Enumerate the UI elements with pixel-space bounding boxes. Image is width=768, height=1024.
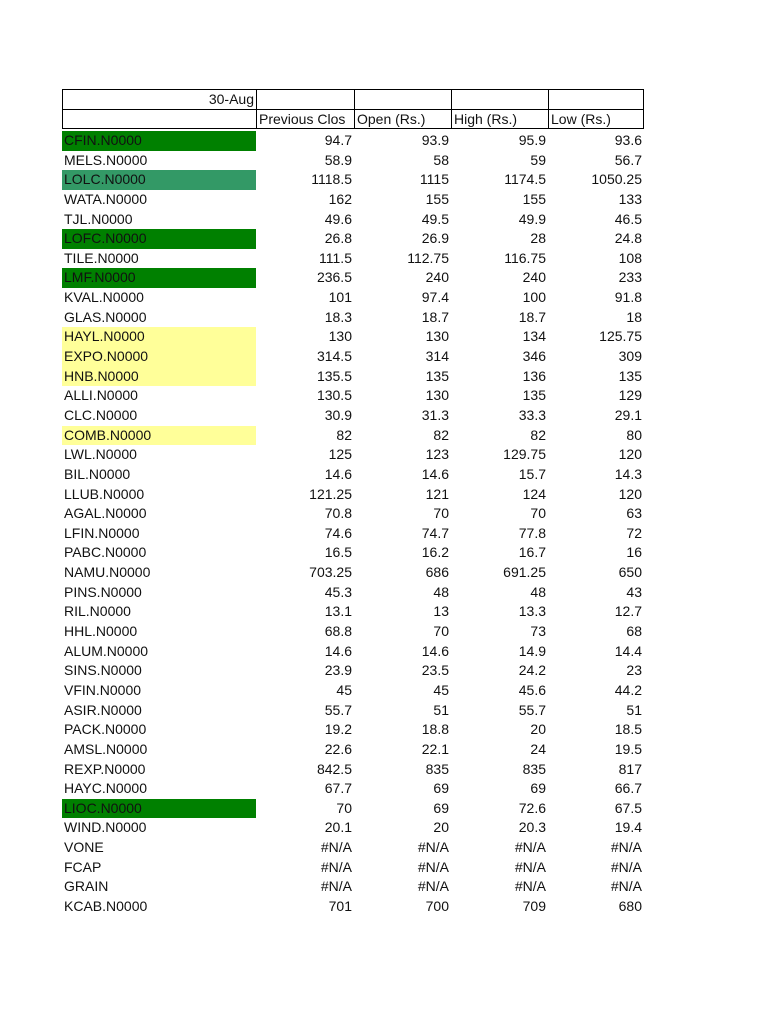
open-cell: 700: [425, 897, 449, 914]
open-cell: 835: [425, 760, 449, 777]
high-cell: 135: [522, 387, 546, 404]
high-cell: 100: [522, 289, 546, 306]
table-row: [62, 818, 644, 838]
table-row: [62, 622, 644, 642]
previous-close-cell: 135.5: [316, 367, 352, 384]
high-cell: #N/A: [514, 858, 546, 875]
low-cell: 19.4: [614, 819, 642, 836]
header-empty-cell: [451, 89, 548, 109]
header-empty-cell: [256, 89, 354, 109]
table-row: [62, 661, 644, 681]
open-cell: 48: [433, 583, 449, 600]
low-cell: 14.3: [614, 465, 642, 482]
low-cell: 56.7: [614, 151, 642, 168]
low-cell: 43: [626, 583, 642, 600]
previous-close-cell: 70.8: [324, 505, 352, 522]
ticker-cell: COMB.N0000: [62, 426, 256, 446]
open-cell: 130: [425, 387, 449, 404]
table-row: [62, 897, 644, 917]
low-cell: 108: [618, 249, 642, 266]
open-cell: 93.9: [421, 132, 449, 148]
low-cell: 12.7: [614, 603, 642, 620]
ticker-cell: HAYL.N0000: [62, 327, 256, 347]
table-row: [62, 386, 644, 406]
table-row: [62, 701, 644, 721]
low-cell: 80: [626, 426, 642, 443]
header-ticker-cell: [62, 109, 256, 129]
open-cell: 16.2: [421, 544, 449, 561]
previous-close-cell: 22.6: [324, 740, 352, 757]
ticker-cell: HAYC.N0000: [64, 780, 148, 797]
low-cell: 72: [626, 524, 642, 541]
ticker-cell: RIL.N0000: [64, 603, 131, 620]
ticker-cell: REXP.N0000: [64, 760, 146, 777]
low-cell: 44.2: [614, 681, 642, 698]
open-cell: 135: [425, 367, 449, 384]
ticker-cell: VFIN.N0000: [64, 681, 142, 698]
high-cell: 15.7: [518, 465, 546, 482]
previous-close-cell: 13.1: [324, 603, 352, 620]
low-cell: 66.7: [614, 780, 642, 797]
table-row: [62, 563, 644, 583]
previous-close-cell: 703.25: [309, 564, 352, 581]
low-cell: 29.1: [614, 406, 642, 423]
high-cell: 240: [522, 269, 546, 286]
table-row: [62, 190, 644, 210]
ticker-cell: ASIR.N0000: [64, 701, 142, 718]
open-cell: 123: [425, 446, 449, 463]
open-cell: 31.3: [421, 406, 449, 423]
low-cell: #N/A: [610, 858, 642, 875]
previous-close-cell: 236.5: [316, 269, 352, 286]
low-cell: 18.5: [614, 721, 642, 738]
previous-close-cell: #N/A: [320, 858, 352, 875]
previous-close-cell: 111.5: [319, 249, 352, 266]
table-row: [62, 524, 644, 544]
table-row: [62, 308, 644, 328]
low-cell: 133: [618, 190, 642, 207]
previous-close-cell: 58.9: [324, 151, 352, 168]
open-cell: 18.7: [421, 308, 449, 325]
low-cell: 680: [618, 897, 642, 914]
high-cell: 48: [530, 583, 546, 600]
header-columns-row: [62, 109, 644, 129]
table-row: [62, 327, 644, 347]
high-cell: 14.9: [518, 642, 546, 659]
open-cell: 70: [433, 623, 449, 640]
ticker-cell: LIOC.N0000: [62, 799, 256, 819]
low-cell: 817: [618, 760, 642, 777]
low-cell: 14.4: [614, 642, 642, 659]
previous-close-cell: #N/A: [320, 839, 352, 856]
header-empty-cell: [548, 89, 644, 109]
low-cell: 91.8: [614, 289, 642, 306]
ticker-cell: HNB.N0000: [62, 367, 256, 387]
table-row: [62, 779, 644, 799]
ticker-cell: AGAL.N0000: [64, 505, 147, 522]
high-cell: 24.2: [518, 662, 546, 679]
open-cell: 686: [425, 564, 449, 581]
high-cell: 1174.5: [504, 171, 546, 188]
open-cell: 51: [433, 701, 449, 718]
low-cell: #N/A: [610, 878, 642, 895]
open-cell: 121: [425, 485, 449, 502]
table-row: [62, 799, 644, 819]
ticker-cell: GRAIN: [64, 878, 109, 895]
open-cell: 74.7: [421, 524, 449, 541]
open-cell: 155: [425, 190, 449, 207]
previous-close-cell: 49.6: [324, 210, 352, 227]
low-cell: 68: [626, 623, 642, 640]
high-cell: 59: [530, 151, 546, 168]
table-row: [62, 583, 644, 603]
ticker-cell: TJL.N0000: [64, 210, 133, 227]
previous-close-cell: 19.2: [324, 721, 352, 738]
table-row: [62, 288, 644, 308]
ticker-cell: CFIN.N0000: [62, 131, 256, 151]
table-row: [62, 602, 644, 622]
previous-close-cell: 18.3: [324, 308, 352, 325]
low-cell: 16: [626, 544, 642, 561]
high-cell: 69: [530, 780, 546, 797]
ticker-cell: LOLC.N0000: [62, 170, 256, 190]
open-cell: 13: [433, 603, 449, 620]
table-row: [62, 406, 644, 426]
high-cell: 55.7: [518, 701, 546, 718]
open-cell: 22.1: [421, 740, 449, 757]
ticker-cell: FCAP: [64, 858, 102, 875]
table-row: [62, 210, 644, 230]
previous-close-cell: 20.1: [324, 819, 352, 836]
table-row: [62, 268, 644, 288]
ticker-cell: BIL.N0000: [64, 465, 131, 482]
high-cell: 49.9: [518, 210, 546, 227]
high-cell: 95.9: [518, 132, 546, 148]
high-cell: 82: [530, 426, 546, 443]
previous-close-cell: 94.7: [324, 132, 352, 148]
low-cell: 233: [618, 269, 642, 286]
low-cell: 23: [626, 662, 642, 679]
open-cell: 240: [425, 269, 449, 286]
low-cell: 120: [618, 446, 642, 463]
low-cell: 51: [626, 701, 642, 718]
low-cell: 650: [618, 564, 642, 581]
high-cell: 346: [522, 348, 546, 365]
ticker-cell: TILE.N0000: [64, 249, 139, 266]
table-row: [62, 720, 644, 740]
previous-close-cell: 26.8: [324, 230, 352, 247]
previous-close-cell: 74.6: [324, 524, 352, 541]
open-cell: 69: [433, 780, 449, 797]
high-cell: 72.6: [518, 799, 546, 816]
header-high: High (Rs.): [451, 109, 548, 129]
ticker-cell: MELS.N0000: [64, 151, 148, 168]
table-row: [62, 249, 644, 269]
ticker-cell: EXPO.N0000: [62, 347, 256, 367]
ticker-cell: PINS.N0000: [64, 583, 142, 600]
table-row: [62, 131, 644, 151]
ticker-cell: GLAS.N0000: [64, 308, 147, 325]
high-cell: 691.25: [503, 564, 546, 581]
table-row: [62, 838, 644, 858]
previous-close-cell: 16.5: [324, 544, 352, 561]
high-cell: 20.3: [518, 819, 546, 836]
high-cell: 155: [522, 190, 546, 207]
table-row: [62, 367, 644, 387]
ticker-cell: NAMU.N0000: [64, 564, 151, 581]
table-row: [62, 465, 644, 485]
previous-close-cell: 130: [328, 328, 352, 345]
open-cell: 23.5: [421, 662, 449, 679]
header-open: Open (Rs.): [354, 109, 451, 129]
high-cell: 73: [530, 623, 546, 640]
high-cell: 13.3: [518, 603, 546, 620]
open-cell: 130: [425, 328, 449, 345]
table-row: [62, 858, 644, 878]
previous-close-cell: 842.5: [316, 760, 352, 777]
ticker-cell: LOFC.N0000: [62, 229, 256, 249]
low-cell: 24.8: [614, 230, 642, 247]
previous-close-cell: 70: [336, 799, 352, 816]
open-cell: #N/A: [417, 878, 449, 895]
low-cell: 129: [618, 387, 642, 404]
price-sheet: [62, 89, 644, 917]
low-cell: 18: [626, 308, 642, 325]
ticker-cell: LWL.N0000: [64, 446, 137, 463]
header-low: Low (Rs.): [548, 109, 644, 129]
header-previous-close: Previous Clos: [256, 109, 354, 129]
high-cell: #N/A: [514, 878, 546, 895]
low-cell: 120: [618, 485, 642, 502]
ticker-cell: WIND.N0000: [64, 819, 147, 836]
table-row: [62, 543, 644, 563]
table-row: [62, 229, 644, 249]
ticker-cell: VONE: [64, 839, 104, 856]
open-cell: 70: [433, 505, 449, 522]
table-row: [62, 642, 644, 662]
table-row: [62, 877, 644, 897]
ticker-cell: KVAL.N0000: [64, 289, 144, 306]
ticker-cell: SINS.N0000: [64, 662, 142, 679]
table-row: [62, 681, 644, 701]
low-cell: 135: [618, 367, 642, 384]
high-cell: 45.6: [518, 681, 546, 698]
high-cell: 709: [522, 897, 546, 914]
previous-close-cell: 14.6: [324, 465, 352, 482]
open-cell: 1115: [419, 171, 449, 188]
previous-close-cell: 125: [328, 446, 352, 463]
high-cell: 28: [530, 230, 546, 247]
previous-close-cell: 701: [328, 897, 352, 914]
previous-close-cell: 130.5: [316, 387, 352, 404]
open-cell: 49.5: [421, 210, 449, 227]
header-empty-cell: [354, 89, 451, 109]
price-rows: [62, 131, 644, 917]
open-cell: 69: [433, 799, 449, 816]
low-cell: 1050.25: [591, 171, 642, 188]
low-cell: 309: [618, 348, 642, 365]
low-cell: 125.75: [599, 328, 642, 345]
open-cell: 26.9: [421, 230, 449, 247]
previous-close-cell: 82: [336, 426, 352, 443]
high-cell: 835: [522, 760, 546, 777]
open-cell: 18.8: [421, 721, 449, 738]
high-cell: 77.8: [518, 524, 546, 541]
low-cell: #N/A: [610, 839, 642, 856]
open-cell: #N/A: [417, 858, 449, 875]
open-cell: #N/A: [417, 839, 449, 856]
high-cell: 18.7: [518, 308, 546, 325]
low-cell: 63: [626, 505, 642, 522]
low-cell: 67.5: [614, 799, 642, 816]
high-cell: 136: [522, 367, 546, 384]
high-cell: 70: [530, 505, 546, 522]
previous-close-cell: 121.25: [309, 485, 352, 502]
open-cell: 82: [433, 426, 449, 443]
previous-close-cell: 314.5: [316, 348, 352, 365]
previous-close-cell: 23.9: [324, 662, 352, 679]
open-cell: 97.4: [421, 289, 449, 306]
high-cell: 33.3: [518, 406, 546, 423]
ticker-cell: LFIN.N0000: [64, 524, 140, 541]
previous-close-cell: 67.7: [324, 780, 352, 797]
table-row: [62, 504, 644, 524]
previous-close-cell: 30.9: [324, 406, 352, 423]
ticker-cell: ALLI.N0000: [64, 387, 138, 404]
previous-close-cell: 45: [336, 681, 352, 698]
high-cell: #N/A: [514, 839, 546, 856]
ticker-cell: HHL.N0000: [64, 623, 138, 640]
table-row: [62, 347, 644, 367]
ticker-cell: AMSL.N0000: [64, 740, 148, 757]
ticker-cell: LLUB.N0000: [64, 485, 145, 502]
high-cell: 24: [530, 740, 546, 757]
high-cell: 20: [530, 721, 546, 738]
table-row: [62, 170, 644, 190]
table-row: [62, 760, 644, 780]
ticker-cell: PABC.N0000: [64, 544, 147, 561]
previous-close-cell: 55.7: [324, 701, 352, 718]
low-cell: 46.5: [614, 210, 642, 227]
previous-close-cell: 68.8: [324, 623, 352, 640]
previous-close-cell: #N/A: [320, 878, 352, 895]
previous-close-cell: 1118.5: [311, 171, 352, 188]
table-row: [62, 445, 644, 465]
ticker-cell: WATA.N0000: [64, 190, 147, 207]
open-cell: 14.6: [421, 642, 449, 659]
ticker-cell: PACK.N0000: [64, 721, 147, 738]
high-cell: 124: [522, 485, 546, 502]
previous-close-cell: 14.6: [324, 642, 352, 659]
previous-close-cell: 101: [328, 289, 352, 306]
previous-close-cell: 45.3: [324, 583, 352, 600]
header-date-row: [62, 89, 644, 109]
open-cell: 112.75: [407, 249, 449, 266]
open-cell: 314: [425, 348, 449, 365]
table-row: [62, 151, 644, 171]
open-cell: 58: [433, 151, 449, 168]
low-cell: 93.6: [614, 132, 642, 148]
open-cell: 20: [433, 819, 449, 836]
high-cell: 134: [522, 328, 546, 345]
open-cell: 14.6: [421, 465, 449, 482]
high-cell: 129.75: [503, 446, 546, 463]
high-cell: 116.75: [504, 249, 546, 266]
ticker-cell: KCAB.N0000: [64, 897, 148, 914]
ticker-cell: LMF.N0000: [62, 268, 256, 288]
low-cell: 19.5: [614, 740, 642, 757]
previous-close-cell: 162: [328, 190, 352, 207]
high-cell: 16.7: [518, 544, 546, 561]
header-date: 30-Aug: [62, 89, 256, 109]
ticker-cell: CLC.N0000: [64, 406, 138, 423]
table-row: [62, 485, 644, 505]
table-row: [62, 426, 644, 446]
table-row: [62, 740, 644, 760]
open-cell: 45: [433, 681, 449, 698]
ticker-cell: ALUM.N0000: [64, 642, 149, 659]
